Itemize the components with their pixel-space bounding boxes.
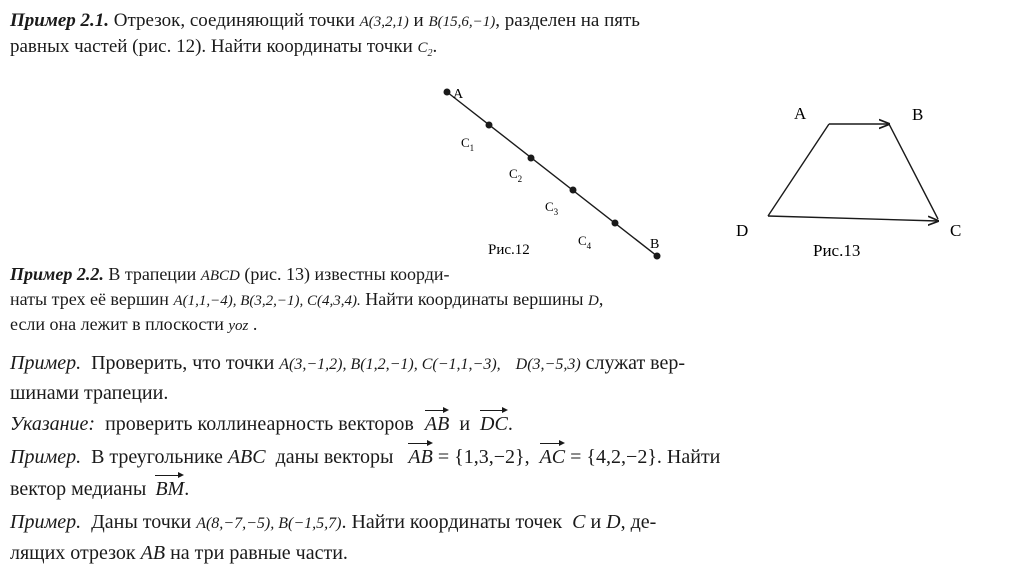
c2-letter-fig: C xyxy=(509,166,518,181)
label-b-13: B xyxy=(912,105,924,124)
c1-sub: 1 xyxy=(469,143,475,153)
c4-sub: 4 xyxy=(586,241,592,251)
point-a: A(3,2,1) xyxy=(359,14,409,30)
example-5-text-5: на три равные части. xyxy=(170,542,348,564)
example-2-2-label: Пример 2.2. xyxy=(10,264,104,284)
example-2-2-text: В трапеции xyxy=(108,264,197,284)
example-3-text: Проверить, что точки xyxy=(91,352,275,374)
label-b: B xyxy=(650,237,660,252)
vector-dc xyxy=(768,216,938,221)
example-3-points: A(3,−1,2), B(1,2,−1), C(−1,1,−3), xyxy=(279,356,501,373)
label-a: A xyxy=(453,87,464,102)
figure-13-caption: Рис.13 xyxy=(813,241,861,260)
vector-ac: AC xyxy=(539,446,566,468)
example-2-1-text: Отрезок, соединяющий точки xyxy=(113,10,355,31)
example-2-2-text-5: если она лежит в плоскости xyxy=(10,314,224,334)
example-5-text: Даны точки xyxy=(91,511,192,533)
comma: , xyxy=(598,289,604,309)
label-c4 xyxy=(578,233,592,251)
label-d-13: D xyxy=(736,221,749,240)
example-5-and: и xyxy=(590,511,602,533)
example-2-1-label: Пример 2.1. xyxy=(10,10,110,31)
conjunction: и xyxy=(413,10,424,31)
point-c2-dot xyxy=(528,155,535,162)
label-a-13: A xyxy=(794,104,807,123)
example-4-line-1 xyxy=(10,446,720,469)
point-c-ex5: C xyxy=(572,511,586,533)
figure-12 xyxy=(444,87,661,260)
label-c-13: C xyxy=(950,221,962,240)
point-b: B(15,6,−1) xyxy=(428,14,496,30)
side-bc xyxy=(889,124,938,219)
example-4-text-3: Найти xyxy=(666,446,721,468)
example-2-2-line-3 xyxy=(10,314,257,335)
point-d-ex5: D xyxy=(606,511,621,533)
example-4-text-2: даны векторы xyxy=(275,446,394,468)
c2-sub-fig: 2 xyxy=(517,174,523,184)
example-4-line-2 xyxy=(10,478,189,501)
example-5-text-4: лящих отрезок xyxy=(10,542,136,564)
vector-dc-text: DC xyxy=(480,413,508,435)
triangle-abc: ABC xyxy=(227,446,266,468)
point-b-dot xyxy=(654,253,661,260)
example-2-1-text-2: , разделен на пять xyxy=(495,10,640,31)
example-5-points: A(8,−7,−5), B(−1,5,7) xyxy=(196,515,342,532)
c2-letter: C xyxy=(417,40,428,56)
example-3-point-d: D(3,−5,3) xyxy=(515,356,581,373)
hint-label: Указание: xyxy=(10,413,96,435)
example-2-2-line-1 xyxy=(10,264,450,285)
example-4-label: Пример. xyxy=(10,446,82,468)
example-2-2-points: A(1,1,−4), B(3,2,−1), C(4,3,4). xyxy=(173,293,361,309)
example-5-text-3: , де- xyxy=(620,511,657,533)
example-2-1-text-3: равных частей (рис. 12). Найти координаты точки xyxy=(10,36,413,57)
example-3-text-3: шинами трапеции. xyxy=(10,382,169,404)
example-2-2-text-4: Найти координаты вершины xyxy=(365,289,584,309)
period: . xyxy=(252,314,258,334)
example-5-label: Пример. xyxy=(10,511,82,533)
hint-and: и xyxy=(459,413,471,435)
c3-sub: 3 xyxy=(553,207,559,217)
example-2-2-text-3: наты трех её вершин xyxy=(10,289,169,309)
vector-bm: BM xyxy=(155,478,185,500)
example-5-text-2: . Найти координаты точек xyxy=(341,511,563,533)
example-2-2-line-2 xyxy=(10,289,603,310)
label-c3 xyxy=(545,199,559,217)
c2-subscript: 2 xyxy=(427,48,433,59)
figure-13 xyxy=(736,104,961,260)
segment-ab-ex5: AB xyxy=(140,542,166,564)
example-3-line-1 xyxy=(10,352,685,375)
example-3-line-2 xyxy=(10,382,168,405)
abcd: ABCD xyxy=(200,268,240,284)
example-5-line-2 xyxy=(10,542,348,565)
point-a-dot xyxy=(444,89,451,96)
label-c2 xyxy=(509,166,522,184)
plane-yoz: yoz xyxy=(228,318,249,334)
vector-ab-ex4: AB xyxy=(408,446,433,468)
vector-ab-value: = {1,3,−2}, xyxy=(437,446,530,468)
example-2-2-text-2: (рис. 13) известны коорди- xyxy=(244,264,450,284)
period: . xyxy=(184,478,190,500)
period: . xyxy=(507,413,513,435)
example-5-line-1 xyxy=(10,511,656,534)
segment-ab xyxy=(447,92,660,256)
point-c3-dot xyxy=(570,187,577,194)
example-4-text-4: вектор медианы xyxy=(10,478,147,500)
example-3-text-2: служат вер- xyxy=(585,352,686,374)
example-3-label: Пример. xyxy=(10,352,82,374)
c3-letter: C xyxy=(545,199,554,214)
c4-letter: C xyxy=(578,233,587,248)
period: . xyxy=(432,36,438,57)
figure-12-caption: Рис.12 xyxy=(488,242,530,258)
side-ad xyxy=(768,124,829,216)
example-4-text: В треугольнике xyxy=(91,446,223,468)
label-c1 xyxy=(461,135,474,153)
hint-text: проверить коллинеарность векторов xyxy=(105,413,414,435)
hint-line xyxy=(10,413,513,436)
vector-ab-text: AB xyxy=(424,413,450,435)
c1-letter: C xyxy=(461,135,470,150)
vector-ac-value: = {4,2,−2}. xyxy=(570,446,662,468)
point-c1-dot xyxy=(486,122,493,129)
point-c4-dot xyxy=(612,220,619,227)
vertex-d: D xyxy=(587,293,599,309)
